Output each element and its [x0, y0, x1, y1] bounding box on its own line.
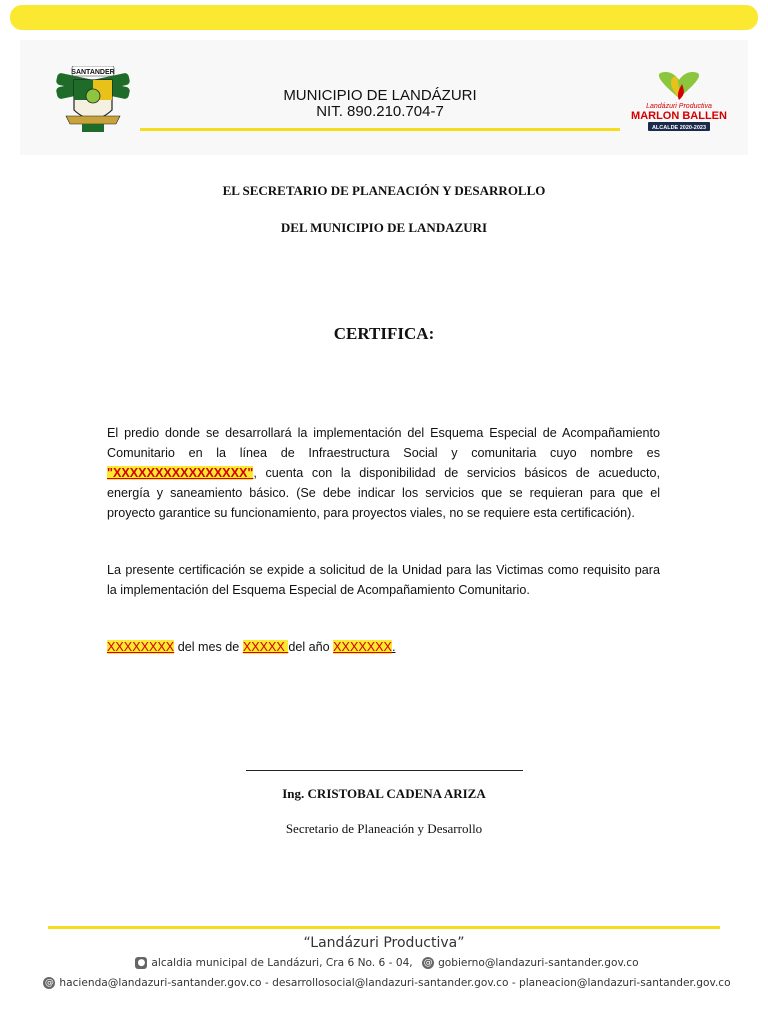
footer-email-gobierno: gobierno@landazuri-santander.gov.co	[438, 957, 639, 969]
day-placeholder: XXXXXXXX	[107, 640, 175, 654]
date-end: .	[391, 640, 396, 654]
signature-line	[246, 770, 523, 771]
paragraph-2: La presente certificación se expide a solicitud de la Unidad para las Victimas como requisito para la implementación del Esquema Especial de Acompañamiento Comunitario.	[107, 563, 660, 597]
footer-emails-row	[0, 977, 768, 989]
project-name-placeholder: "XXXXXXXXXXXXXXXX"	[107, 466, 254, 480]
title-line-2: DEL MUNICIPIO DE LANDAZURI	[280, 220, 488, 235]
paragraph-1-lead: El predio donde se desarrollará la implementación del Esquema Especial de Acompañamiento Comunitario en la línea de Infraestructura Social y comunitaria cuyo nombre es	[107, 426, 660, 460]
shield-label: SANTANDER	[71, 69, 115, 76]
landazuri-productiva-logo	[630, 68, 728, 136]
footer-slogan: “Landázuri Productiva”	[303, 935, 465, 951]
nit-number: NIT. 890.210.704-7	[316, 103, 444, 120]
logo-name: MARLON BALLEN	[631, 110, 727, 122]
header-divider	[140, 128, 620, 131]
at-sign-icon: @	[44, 978, 54, 988]
santander-shield-logo	[52, 66, 134, 136]
certifica-heading: CERTIFICA:	[333, 324, 435, 343]
year-placeholder: XXXXXXX	[333, 640, 392, 654]
date-text-2: del año	[288, 640, 334, 654]
date-line	[107, 637, 660, 657]
logo-slogan: Landázuri Productiva	[646, 103, 712, 110]
footer-contact-row	[0, 957, 768, 969]
at-sign-icon: @	[423, 958, 433, 968]
footer-divider	[48, 926, 720, 929]
signer-name: Ing. CRISTOBAL CADENA ARIZA	[282, 786, 486, 801]
paragraph-1	[107, 423, 660, 523]
date-text-1: del mes de	[174, 640, 243, 654]
location-pin-icon: ●	[135, 957, 147, 969]
letterhead-title	[150, 88, 610, 120]
signer-title: Secretario de Planeación y Desarrollo	[285, 821, 483, 836]
logo-term: ALCALDE 2020-2023	[651, 125, 707, 131]
municipality-name: MUNICIPIO DE LANDÁZURI	[283, 87, 477, 104]
footer-emails: hacienda@landazuri-santander.gov.co - desarrollosocial@landazuri-santander.gov.co - planeacion@landazuri-santander.gov.co	[59, 977, 731, 989]
title-line-1: EL SECRETARIO DE PLANEACIÓN Y DESARROLLO	[222, 183, 546, 198]
paragraph-1-rest: , cuenta con la disponibilidad de servicios básicos de acueducto, energía y saneamiento básico. (Se debe indicar los servicios que se requieran para que el proyecto garantice su funcionamiento, para proyectos viales, no se requiere esta certificación).	[107, 466, 660, 520]
footer-address: alcaldia municipal de Landázuri, Cra 6 No. 6 - 04,	[151, 957, 413, 969]
top-yellow-band	[10, 5, 758, 30]
month-placeholder: XXXXX	[242, 640, 289, 654]
